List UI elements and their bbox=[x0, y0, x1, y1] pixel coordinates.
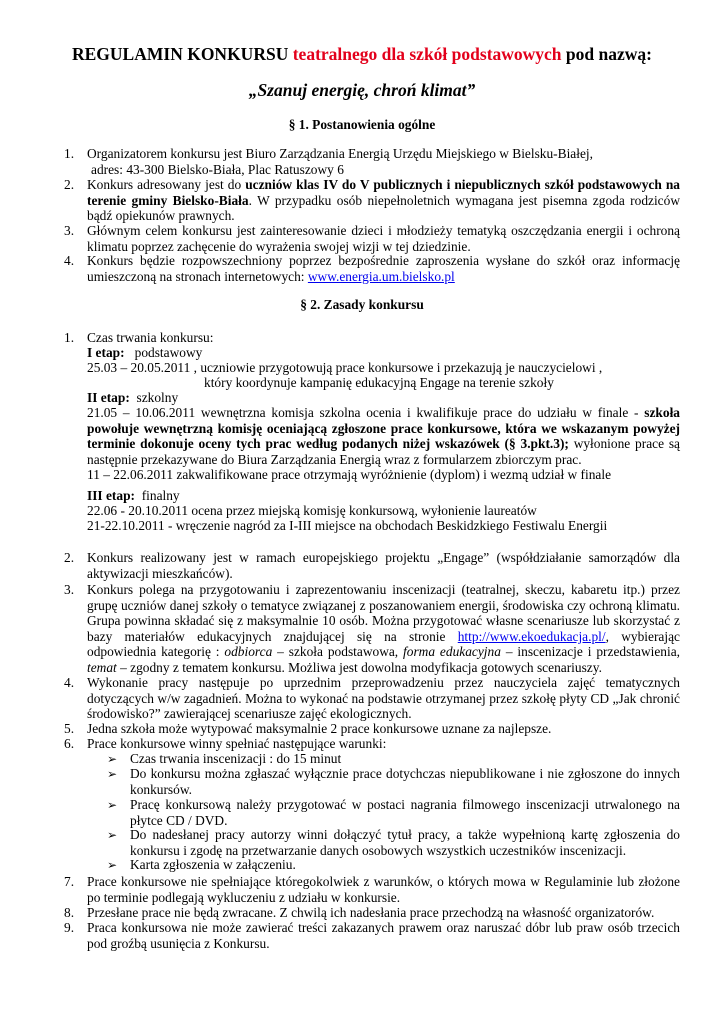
list-number: 3. bbox=[64, 223, 75, 238]
list-item bbox=[87, 253, 680, 284]
paragraph: który koordynuje kampanię edukacyjną Engage na terenie szkoły bbox=[204, 375, 554, 390]
title-highlight: teatralnego dla szkół podstawowych bbox=[292, 44, 562, 64]
list-number: 2. bbox=[64, 177, 75, 192]
energia-link[interactable]: www.energia.um.bielsko.pl bbox=[307, 268, 455, 284]
list-item: Praca konkursowa nie może zawierać treści zakazanych prawem oraz naruszać dóbr lub praw osób trzecich pod groźbą usunięcia z Konkursu. bbox=[87, 920, 680, 951]
list-item bbox=[87, 582, 680, 676]
italic-text: odbiorca bbox=[224, 644, 273, 660]
text: . W przypadku osób niepełnoletnich wymagana jest pisemna zgoda rodziców bądź opiekunów prawnych. bbox=[87, 192, 680, 224]
stage-label: I etap: bbox=[87, 345, 125, 360]
text: finalny bbox=[141, 488, 180, 503]
text: – zgodny z tematem konkursu. Możliwa jest dowolna modyfikacja gotowych scenariuszy. bbox=[116, 659, 602, 675]
list-item: Prace konkursowe nie spełniające któregokolwiek z warunków, o których mowa w Regulaminie lub złożone po terminie podlegają wykluczeniu z udziału w konkursie. bbox=[87, 874, 680, 905]
arrow-bullet-icon: ➢ bbox=[107, 858, 118, 872]
list-number: 9. bbox=[64, 920, 75, 935]
italic-text: temat bbox=[87, 659, 117, 675]
list-item bbox=[87, 177, 680, 224]
bold-text: uczniów klas IV do V publicznych i niepublicznych szkół podstawowych na terenie gminy Bielsko-Biała bbox=[87, 177, 680, 208]
list-number: 3. bbox=[64, 582, 75, 597]
arrow-bullet-icon: ➢ bbox=[107, 798, 118, 812]
stage-2 bbox=[87, 390, 680, 406]
paragraph: 22.06 - 20.10.2011 ocena przez miejską komisję konkursową, wyłonienie laureatów bbox=[87, 503, 537, 518]
text: podstawowy bbox=[134, 345, 203, 360]
list-number: 5. bbox=[64, 721, 75, 736]
text: wyłonione prace są następnie przekazywane do Biura Zarządzania Energią wraz z formularzem zbiorczym prac. bbox=[87, 436, 680, 467]
list-item: Przesłane prace nie będą zwracane. Z chwilą ich nadesłania prace przechodzą na własność organizatorów. bbox=[87, 905, 655, 920]
text: Konkurs polega na przygotowaniu i zaprezentowaniu inscenizacji (teatralnej, skeczu, kabaretu itp.) przez grupę uczniów danej szkoły o tematyce związanej z poszanowaniem energii, środowiska czy ochroną klimatu. Grupa powinna składać się z maksymalnie 10 osób. Można przygotować własne scenariusze lub skorzystać z bazy materiałów edukacyjnych znajdującej się na stronie bbox=[87, 582, 680, 644]
page-title bbox=[0, 44, 724, 64]
list-number: 4. bbox=[64, 253, 75, 268]
arrow-bullet-icon: ➢ bbox=[107, 767, 118, 781]
condition-item: Czas trwania inscenizacji : do 15 minut bbox=[130, 751, 342, 766]
stage-1 bbox=[87, 345, 680, 361]
list-item: Konkurs realizowany jest w ramach europejskiego projektu „Engage” (współdziałanie samorządów dla aktywizacji mieszkańców). bbox=[87, 550, 680, 581]
stage-label: III etap: bbox=[87, 488, 135, 503]
text: Konkurs będzie rozpowszechniony poprzez bezpośrednie zaproszenia wysłane do szkół oraz informację umieszczoną na stronach internetowych: bbox=[87, 253, 680, 284]
text: Konkurs adresowany jest do bbox=[87, 177, 246, 192]
condition-item: Do konkursu można zgłaszać wyłącznie prace dotychczas niepublikowane i nie zgłoszone do innych konkursów. bbox=[130, 766, 680, 797]
title-part: REGULAMIN KONKURSU bbox=[72, 44, 293, 64]
condition-item: Do nadesłanej pracy autorzy winni dołączyć tytuł pracy, a także wypełnioną kartę zgłoszenia do konkursu i zgodę na przetwarzanie danych osobowych wszystkich uczestników inscenizacji. bbox=[130, 827, 680, 858]
list-item: Czas trwania konkursu: bbox=[87, 330, 214, 345]
italic-text: forma edukacyjna bbox=[403, 644, 501, 660]
title-part: pod nazwą: bbox=[561, 44, 652, 64]
text: , wybierając odpowiednia kategorię : bbox=[87, 628, 680, 660]
page-subtitle: „Szanuj energię, chroń klimat” bbox=[248, 80, 476, 100]
list-number: 7. bbox=[64, 874, 75, 889]
text: – inscenizacje i przedstawienia, bbox=[500, 644, 681, 660]
list-number: 1. bbox=[64, 146, 75, 161]
arrow-bullet-icon: ➢ bbox=[107, 752, 118, 766]
paragraph: Organizatorem konkursu jest Biuro Zarządzania Energią Urzędu Miejskiego w Bielsku-Białej, bbox=[87, 146, 593, 161]
text: – szkoła podstawowa, bbox=[272, 644, 404, 660]
condition-item: Karta zgłoszenia w załączeniu. bbox=[130, 857, 296, 872]
text: 21.05 – 10.06.2011 wewnętrzna komisja szkolna ocenia i kwalifikuje prace do udziału w finale - bbox=[87, 405, 645, 420]
section-1-heading: § 1. Postanowienia ogólne bbox=[288, 117, 436, 132]
paragraph: 21-22.10.2011 - wręczenie nagród za I-III miejsce na obchodach Beskidzkiego Festiwalu Energii bbox=[87, 518, 608, 533]
list-number: 2. bbox=[64, 550, 75, 565]
list-number: 1. bbox=[64, 330, 75, 345]
list-item: Jedna szkoła może wytypować maksymalnie 2 prace konkursowe uznane za najlepsze. bbox=[87, 721, 552, 736]
arrow-bullet-icon: ➢ bbox=[107, 828, 118, 842]
ekoedukacja-link[interactable]: http://www.ekoedukacja.pl/ bbox=[457, 628, 606, 644]
list-item: Głównym celem konkursu jest zainteresowanie dzieci i młodzieży tematyką oszczędzania energii i ochroną klimatu poprzez zachęcenie do wyrażenia swojej wizji w tej dziedzinie. bbox=[87, 223, 680, 254]
condition-item: Pracę konkursową należy przygotować w postaci nagrania filmowego inscenizacji utrwalonego na płytce CD / DVD. bbox=[130, 797, 680, 828]
stage-3 bbox=[87, 488, 680, 504]
bold-text: szkoła powołuje wewnętrzną komisję oceniającą zgłoszone prace konkursowe, która we wskazanym powyżej terminie dokonuje oceny tych prac według podanych niżej wskazówek (§ 3.pkt.3); bbox=[87, 405, 680, 452]
list-item bbox=[87, 146, 680, 177]
list-number: 6. bbox=[64, 736, 75, 751]
list-number: 8. bbox=[64, 905, 75, 920]
section-2-heading: § 2. Zasady konkursu bbox=[300, 297, 424, 312]
stage-label: II etap: bbox=[87, 390, 130, 405]
list-item: Wykonanie pracy następuje po uprzednim przeprowadzeniu przez nauczyciela zajęć tematycznych dotyczących w/w zagadnień. Można to wykonać na podstawie otrzymanej przez szkołę płyty CD „Jak chronić środowisko?” zawierającej scenariusze zajęć ekologicznych. bbox=[87, 675, 680, 722]
paragraph: adres: 43-300 Bielsko-Biała, Plac Ratuszowy 6 bbox=[91, 161, 344, 177]
list-item: Prace konkursowe winny spełniać następujące warunki: bbox=[87, 736, 387, 751]
paragraph: 11 – 22.06.2011 zakwalifikowane prace otrzymają wyróżnienie (dyplom) i wezmą udział w finale bbox=[87, 467, 612, 482]
text: szkolny bbox=[136, 390, 179, 405]
paragraph: 25.03 – 20.05.2011 , uczniowie przygotowują prace konkursowe i przekazują je nauczycielowi , bbox=[87, 360, 603, 375]
paragraph bbox=[87, 405, 680, 467]
list-number: 4. bbox=[64, 675, 75, 690]
